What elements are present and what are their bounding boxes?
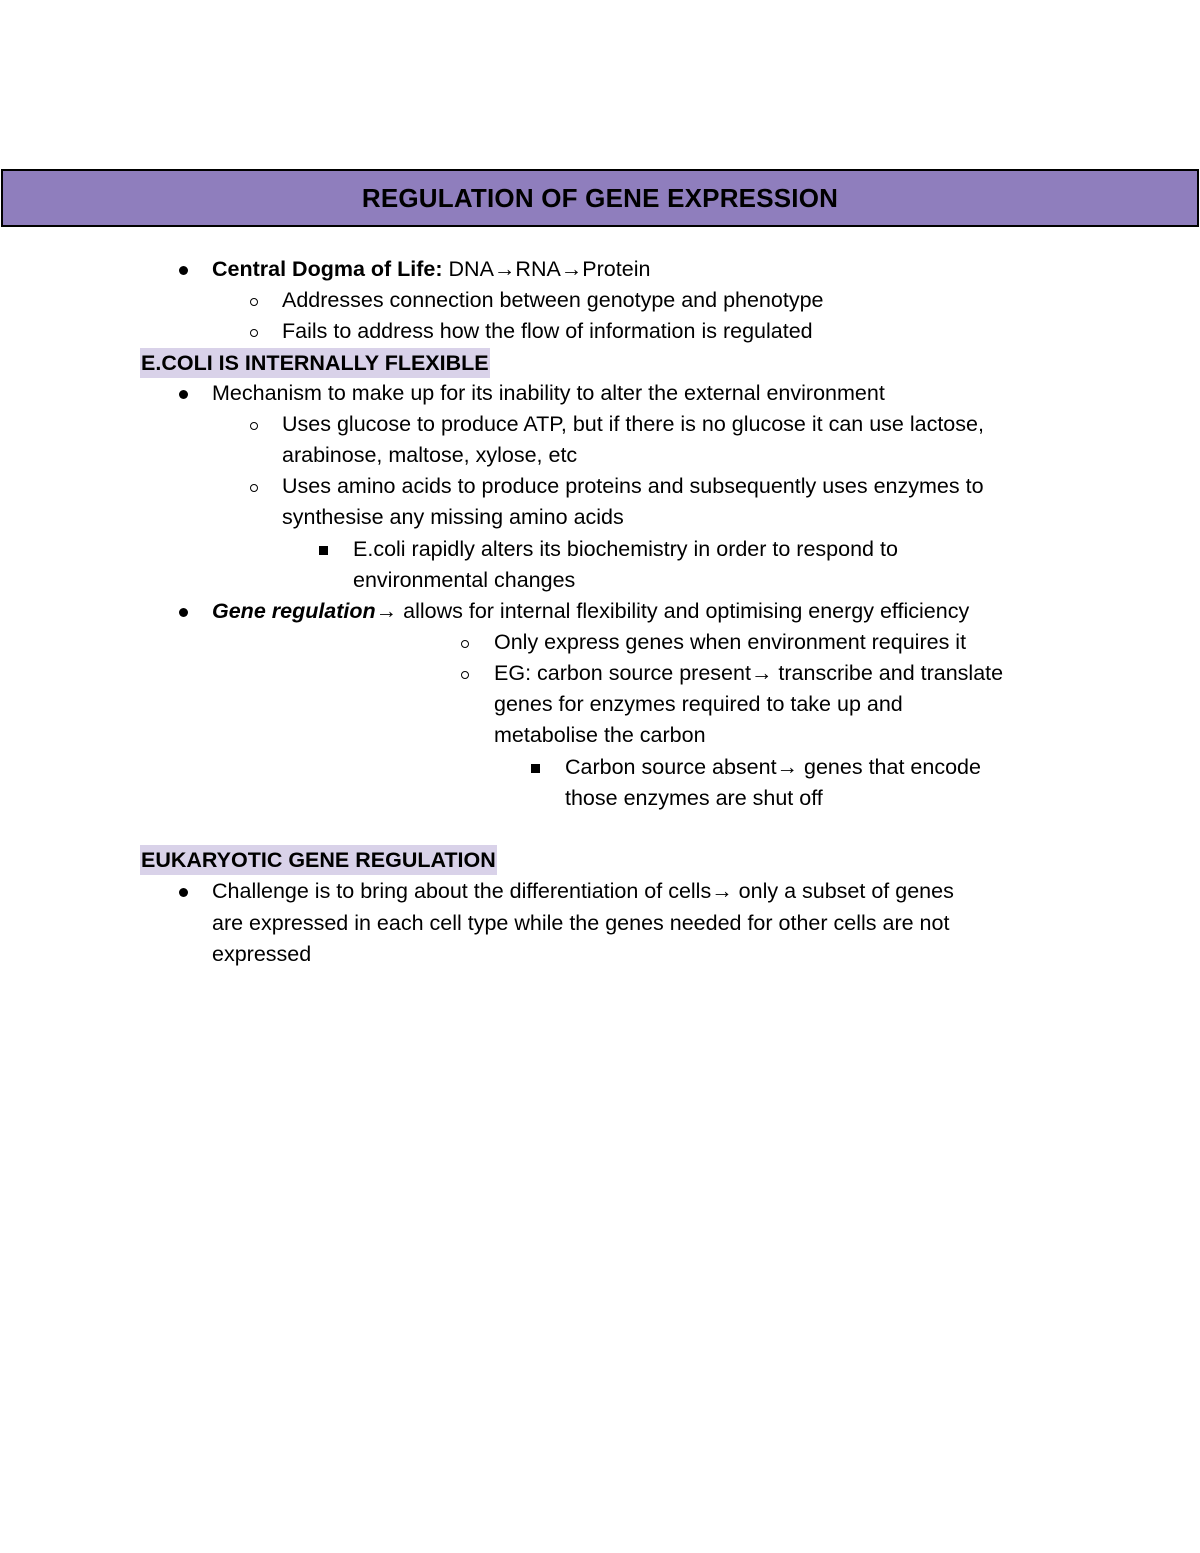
central-dogma-text: DNA→RNA→Protein: [442, 257, 651, 281]
ecoli-biochem-line-2: environmental changes: [353, 568, 576, 592]
title-banner: [1, 169, 1199, 227]
glucose-sub-line-1: Uses glucose to produce ATP, but if there is no glucose it can use lactose,: [282, 412, 984, 436]
mechanism-item: Mechanism to make up for its inability to alter the external environment: [212, 381, 885, 405]
bullet-circle-icon: [250, 484, 258, 492]
carbon-present-line-1: EG: carbon source present→ transcribe and translate: [494, 661, 1004, 685]
section-heading-ecoli: E.COLI IS INTERNALLY FLEXIBLE: [140, 348, 490, 378]
section-heading-eukaryotic: EUKARYOTIC GENE REGULATION: [140, 845, 497, 875]
challenge-line-2: are expressed in each cell type while the genes needed for other cells are not: [212, 911, 950, 935]
carbon-present-line-3: metabolise the carbon: [494, 723, 706, 747]
bullet-circle-icon: [461, 671, 469, 679]
bullet-disc-icon: [179, 390, 188, 399]
bullet-circle-icon: [250, 329, 258, 337]
ecoli-biochem-line-1: E.coli rapidly alters its biochemistry in order to respond to: [353, 537, 898, 561]
bullet-disc-icon: [179, 266, 188, 275]
gene-regulation-item: [212, 596, 969, 627]
bullet-circle-icon: [461, 640, 469, 648]
gene-regulation-text: → allows for internal flexibility and optimising energy efficiency: [375, 599, 970, 623]
carbon-present-line-2: genes for enzymes required to take up and: [494, 692, 903, 716]
central-dogma-item: [212, 254, 650, 285]
bullet-square-icon: [531, 764, 540, 773]
bullet-square-icon: [319, 546, 328, 555]
glucose-sub-line-2: arabinose, maltose, xylose, etc: [282, 443, 578, 467]
central-dogma-label: Central Dogma of Life:: [212, 257, 443, 281]
challenge-line-1: Challenge is to bring about the differentiation of cells→ only a subset of genes: [212, 879, 954, 903]
central-dogma-sub-1: Addresses connection between genotype and phenotype: [282, 288, 824, 312]
bullet-circle-icon: [250, 298, 258, 306]
central-dogma-sub-2: Fails to address how the flow of information is regulated: [282, 319, 813, 343]
bullet-circle-icon: [250, 422, 258, 430]
carbon-absent-line-2: those enzymes are shut off: [565, 786, 823, 810]
express-genes-sub: Only express genes when environment requires it: [494, 630, 967, 654]
gene-regulation-label: Gene regulation: [212, 599, 376, 623]
page-title: REGULATION OF GENE EXPRESSION: [361, 182, 839, 213]
bullet-disc-icon: [179, 888, 188, 897]
amino-sub-line-2: synthesise any missing amino acids: [282, 505, 624, 529]
carbon-absent-line-1: Carbon source absent→ genes that encode: [565, 755, 981, 779]
bullet-disc-icon: [179, 608, 188, 617]
amino-sub-line-1: Uses amino acids to produce proteins and subsequently uses enzymes to: [282, 474, 984, 498]
challenge-line-3: expressed: [212, 942, 312, 966]
